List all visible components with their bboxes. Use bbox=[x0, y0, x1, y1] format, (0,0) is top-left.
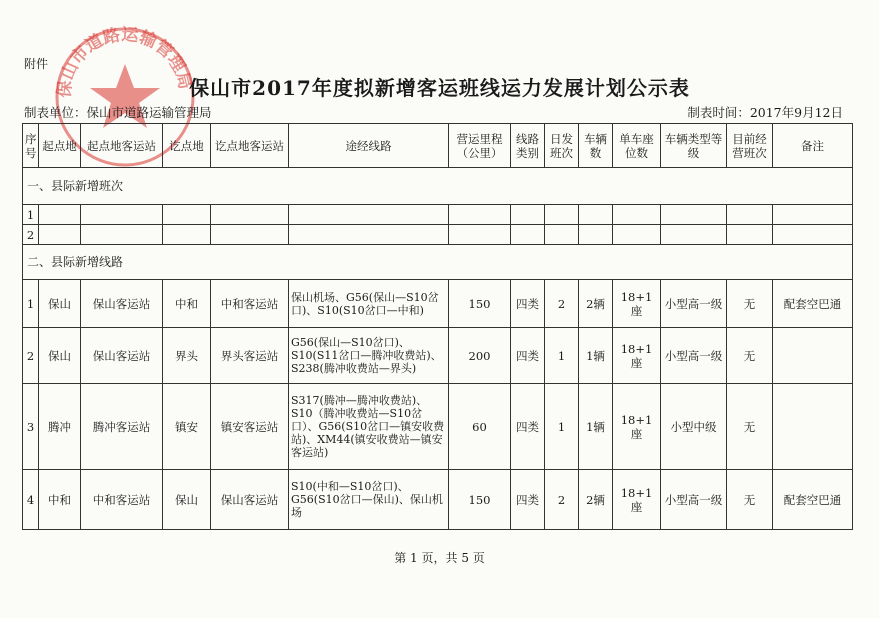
cell-vehicle-class: 小型高一级 bbox=[661, 328, 727, 384]
cell-origin-station: 保山客运站 bbox=[81, 328, 163, 384]
table-row bbox=[23, 225, 853, 245]
cell-route: 保山机场、G56(保山—S10岔口)、S10(S10岔口—中和) bbox=[289, 280, 449, 328]
header-mileage: 营运里程（公里） bbox=[449, 124, 511, 168]
cell-daily: 1 bbox=[545, 384, 579, 470]
cell-line-type: 四类 bbox=[511, 384, 545, 470]
header-dest-station: 讫点地客运站 bbox=[211, 124, 289, 168]
cell-origin-station: 腾冲客运站 bbox=[81, 384, 163, 470]
cell-daily: 2 bbox=[545, 280, 579, 328]
cell-line-type: 四类 bbox=[511, 470, 545, 530]
section-title: 二、县际新增线路 bbox=[23, 245, 853, 280]
cell-seats: 18+1座 bbox=[613, 328, 661, 384]
cell-route: S10(中和—S10岔口)、G56(S10岔口—保山)、保山机场 bbox=[289, 470, 449, 530]
cell-dest-station: 界头客运站 bbox=[211, 328, 289, 384]
cell-dest-station: 保山客运站 bbox=[211, 470, 289, 530]
cell-current: 无 bbox=[727, 384, 773, 470]
table-row bbox=[23, 328, 853, 384]
header-vehicle-class: 车辆类型等级 bbox=[661, 124, 727, 168]
cell-mileage: 150 bbox=[449, 470, 511, 530]
header-route: 途经线路 bbox=[289, 124, 449, 168]
plan-table bbox=[22, 123, 853, 530]
cell-mileage: 60 bbox=[449, 384, 511, 470]
cell-seats: 18+1座 bbox=[613, 470, 661, 530]
cell-seq: 1 bbox=[23, 280, 39, 328]
header-dest: 讫点地 bbox=[163, 124, 211, 168]
table-row bbox=[23, 280, 853, 328]
header-seats: 单车座位数 bbox=[613, 124, 661, 168]
cell-vehicle-class: 小型中级 bbox=[661, 384, 727, 470]
cell-dest-station: 中和客运站 bbox=[211, 280, 289, 328]
cell-dest: 保山 bbox=[163, 470, 211, 530]
table-row bbox=[23, 205, 853, 225]
cell-seq: 3 bbox=[23, 384, 39, 470]
table-header-row bbox=[23, 124, 853, 168]
issuing-unit: 制表单位：保山市道路运输管理局 bbox=[24, 105, 212, 120]
section-title: 一、县际新增班次 bbox=[23, 168, 853, 205]
cell-dest: 界头 bbox=[163, 328, 211, 384]
cell-current: 无 bbox=[727, 280, 773, 328]
cell-vehicles: 1辆 bbox=[579, 328, 613, 384]
cell-vehicle-class: 小型高一级 bbox=[661, 280, 727, 328]
cell-seq: 4 bbox=[23, 470, 39, 530]
section-row bbox=[23, 168, 853, 205]
cell-origin-station: 中和客运站 bbox=[81, 470, 163, 530]
cell-vehicles: 2辆 bbox=[579, 470, 613, 530]
cell-seq: 2 bbox=[23, 328, 39, 384]
cell-vehicles: 2辆 bbox=[579, 280, 613, 328]
cell-remarks bbox=[773, 328, 853, 384]
attachment-label: 附件 bbox=[24, 57, 49, 71]
cell-vehicle-class: 小型高一级 bbox=[661, 470, 727, 530]
header-origin: 起点地 bbox=[39, 124, 81, 168]
page-number: 第 1 页，共 5 页 bbox=[394, 551, 485, 565]
cell-origin-station: 保山客运站 bbox=[81, 280, 163, 328]
table-row bbox=[23, 470, 853, 530]
table-row bbox=[23, 384, 853, 470]
cell-seats: 18+1座 bbox=[613, 280, 661, 328]
header-daily: 日发班次 bbox=[545, 124, 579, 168]
cell-seats: 18+1座 bbox=[613, 384, 661, 470]
cell-line-type: 四类 bbox=[511, 280, 545, 328]
cell-seq: 1 bbox=[23, 205, 39, 225]
cell-origin: 中和 bbox=[39, 470, 81, 530]
header-origin-station: 起点地客运站 bbox=[81, 124, 163, 168]
header-line-type: 线路类别 bbox=[511, 124, 545, 168]
cell-seq: 2 bbox=[23, 225, 39, 245]
cell-origin: 腾冲 bbox=[39, 384, 81, 470]
cell-origin: 保山 bbox=[39, 280, 81, 328]
header-seq: 序号 bbox=[23, 124, 39, 168]
cell-vehicles: 1辆 bbox=[579, 384, 613, 470]
header-current: 目前经营班次 bbox=[727, 124, 773, 168]
cell-current: 无 bbox=[727, 470, 773, 530]
cell-line-type: 四类 bbox=[511, 328, 545, 384]
header-vehicles: 车辆数 bbox=[579, 124, 613, 168]
cell-mileage: 150 bbox=[449, 280, 511, 328]
cell-remarks: 配套空巴通 bbox=[773, 470, 853, 530]
svg-text:保山市道路运输管理局: 保山市道路运输管理局 bbox=[54, 24, 195, 99]
cell-route: G56(保山—S10岔口)、S10(S11岔口—腾冲收费站)、S238(腾冲收费站—界头) bbox=[289, 328, 449, 384]
cell-daily: 2 bbox=[545, 470, 579, 530]
header-remarks: 备注 bbox=[773, 124, 853, 168]
cell-mileage: 200 bbox=[449, 328, 511, 384]
cell-origin: 保山 bbox=[39, 328, 81, 384]
cell-route: S317(腾冲—腾冲收费站)、S10（腾冲收费站—S10岔口）、G56(S10岔口—镇安收费站)、XM44(镇安收费站—镇安客运站) bbox=[289, 384, 449, 470]
section-row bbox=[23, 245, 853, 280]
cell-dest: 镇安 bbox=[163, 384, 211, 470]
page-title: 保山市2017年度拟新增客运班线运力发展计划公示表 bbox=[189, 76, 690, 100]
cell-daily: 1 bbox=[545, 328, 579, 384]
cell-current: 无 bbox=[727, 328, 773, 384]
issue-date: 制表时间：2017年9月12日 bbox=[687, 105, 843, 120]
cell-dest: 中和 bbox=[163, 280, 211, 328]
cell-remarks bbox=[773, 384, 853, 470]
cell-remarks: 配套空巴通 bbox=[773, 280, 853, 328]
cell-dest-station: 镇安客运站 bbox=[211, 384, 289, 470]
